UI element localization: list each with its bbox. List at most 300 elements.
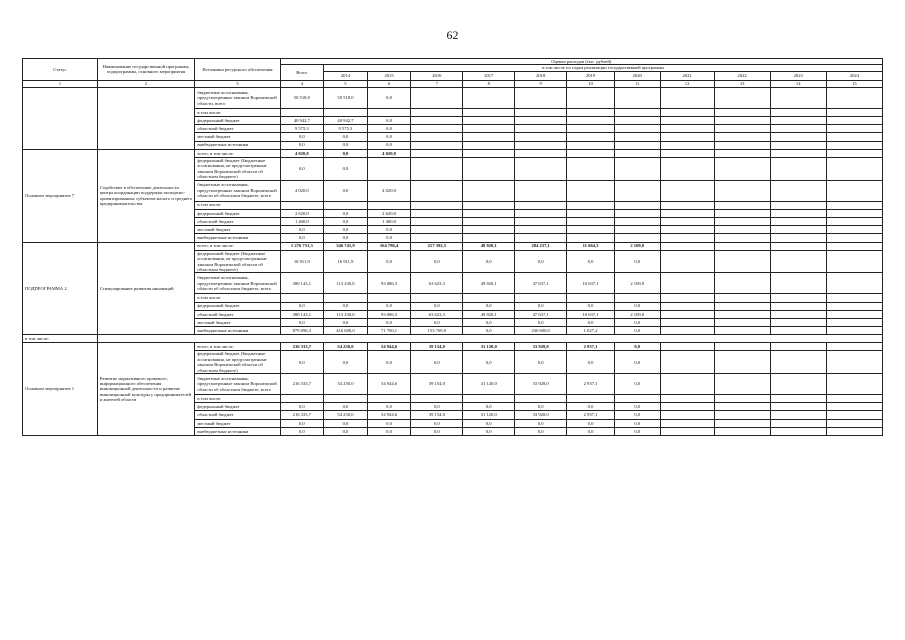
year-value — [463, 149, 515, 157]
year-value: 113 230,0 — [324, 310, 368, 318]
year-value: 0,0 — [324, 403, 368, 411]
empty-cell — [714, 273, 770, 294]
empty-cell — [660, 180, 714, 201]
funding-source: в том числе: — [195, 108, 280, 116]
total-value: 1 276 751,3 — [280, 242, 324, 250]
year-value — [567, 117, 615, 125]
column-index: 14 — [770, 80, 826, 87]
year-value — [411, 87, 463, 108]
empty-cell — [660, 242, 714, 250]
total-value: 216 333,7 — [280, 343, 324, 351]
year-value: 416 600,0 — [324, 327, 368, 335]
table-row — [23, 242, 883, 250]
year-value: 0,0 — [324, 318, 368, 326]
year-value: 2 109,0 — [614, 273, 660, 294]
header-estimate: Оценка расходов (тыс. рублей) — [280, 59, 882, 65]
empty-cell — [714, 209, 770, 217]
year-value — [367, 201, 411, 209]
header-year: 2018 — [515, 71, 567, 80]
year-value: 33 928,0 — [515, 374, 567, 395]
section-note: в том числе: — [23, 335, 98, 343]
empty-cell — [826, 343, 882, 351]
column-index: 1 — [23, 80, 98, 87]
empty-cell — [826, 403, 882, 411]
year-value: 33 928,0 — [515, 411, 567, 419]
year-value — [567, 234, 615, 242]
column-index: 10 — [567, 80, 615, 87]
year-value: 0,0 — [367, 141, 411, 149]
empty-cell — [826, 149, 882, 157]
year-value: 39 154,0 — [411, 374, 463, 395]
empty-cell — [770, 427, 826, 435]
year-value: 49 820,1 — [463, 242, 515, 250]
year-value — [411, 395, 463, 403]
empty-cell — [770, 419, 826, 427]
empty-cell — [714, 141, 770, 149]
year-value: 0,0 — [367, 351, 411, 374]
year-value: 0,0 — [324, 141, 368, 149]
year-value — [614, 149, 660, 157]
year-value — [411, 234, 463, 242]
empty-cell — [826, 302, 882, 310]
empty-cell — [826, 157, 882, 180]
total-value: 216 333,7 — [280, 411, 324, 419]
year-value — [614, 294, 660, 302]
year-value: 54 250,0 — [324, 411, 368, 419]
header-year: 2021 — [660, 71, 714, 80]
funding-source: федеральный бюджет (Бюджетные ассигнования, не предусмотренные законом Воронежской области об областном бюджете) — [195, 157, 280, 180]
empty-cell — [770, 250, 826, 273]
funding-source: внебюджетные источники — [195, 234, 280, 242]
year-value — [614, 234, 660, 242]
empty-cell — [770, 343, 826, 351]
empty-cell — [714, 242, 770, 250]
year-value: 0,0 — [367, 318, 411, 326]
year-value: 16 911,9 — [324, 250, 368, 273]
total-value: 0,0 — [280, 419, 324, 427]
year-value — [411, 180, 463, 201]
year-value: 54 944,6 — [367, 343, 411, 351]
funding-source: бюджетные ассигнования, предусмотренные законом Воронежской области об областном бюджете, всего — [195, 273, 280, 294]
empty-cell — [826, 310, 882, 318]
total-value: 40 942,7 — [280, 117, 324, 125]
year-value — [515, 209, 567, 217]
year-value — [515, 157, 567, 180]
year-value: 0,0 — [367, 87, 411, 108]
empty-cell — [660, 294, 714, 302]
year-value — [614, 141, 660, 149]
year-value — [463, 217, 515, 225]
header-year: 2015 — [367, 71, 411, 80]
funding-source: всего, в том числе: — [195, 343, 280, 351]
year-value: 0,0 — [324, 226, 368, 234]
total-value: 2 620,0 — [280, 209, 324, 217]
year-value — [515, 217, 567, 225]
year-value: 0,0 — [614, 302, 660, 310]
year-value: 9 575,3 — [324, 125, 368, 133]
year-value: 71 700,1 — [367, 327, 411, 335]
year-value: 49 820,1 — [463, 310, 515, 318]
empty-cell — [660, 157, 714, 180]
empty-cell — [770, 125, 826, 133]
total-value: 50 518,0 — [280, 87, 324, 108]
year-value: 1 027,2 — [567, 327, 615, 335]
year-value: 0,0 — [324, 149, 368, 157]
year-value: 0,0 — [324, 302, 368, 310]
year-value: 0,0 — [324, 157, 368, 180]
header-year: 2017 — [463, 71, 515, 80]
year-value — [567, 395, 615, 403]
total-value — [280, 395, 324, 403]
year-value — [411, 108, 463, 116]
year-value — [567, 157, 615, 180]
funding-source: местный бюджет — [195, 226, 280, 234]
empty-cell — [714, 117, 770, 125]
empty-cell — [660, 117, 714, 125]
funding-source: всего, в том числе: — [195, 242, 280, 250]
empty-cell — [714, 343, 770, 351]
year-value — [367, 294, 411, 302]
empty-cell — [660, 209, 714, 217]
empty-cell — [770, 234, 826, 242]
empty-cell — [714, 374, 770, 395]
year-value: 0,0 — [567, 250, 615, 273]
table-row — [23, 149, 883, 157]
year-value: 0,0 — [463, 351, 515, 374]
year-value — [515, 234, 567, 242]
year-value — [463, 226, 515, 234]
year-value — [567, 209, 615, 217]
column-index: 9 — [515, 80, 567, 87]
year-value — [567, 217, 615, 225]
year-value — [614, 125, 660, 133]
empty-cell — [714, 87, 770, 108]
empty-cell — [770, 327, 826, 335]
empty-cell — [660, 327, 714, 335]
year-value — [411, 294, 463, 302]
year-value: 4 020,0 — [367, 149, 411, 157]
year-value: 113 230,0 — [324, 273, 368, 294]
year-value — [515, 125, 567, 133]
year-value: 0,0 — [367, 133, 411, 141]
column-index: 12 — [660, 80, 714, 87]
empty-cell — [770, 273, 826, 294]
year-value: 0,0 — [567, 427, 615, 435]
empty-cell — [770, 201, 826, 209]
year-value — [614, 395, 660, 403]
year-value — [515, 108, 567, 116]
empty-cell — [826, 395, 882, 403]
empty-cell — [770, 133, 826, 141]
year-value: 0,0 — [324, 234, 368, 242]
year-value — [614, 226, 660, 234]
funding-source: федеральный бюджет — [195, 403, 280, 411]
total-value: 1 400,0 — [280, 217, 324, 225]
year-value: 0,0 — [567, 403, 615, 411]
year-value: 63 623,3 — [411, 310, 463, 318]
empty-cell — [770, 209, 826, 217]
year-value: 164 786,4 — [367, 242, 411, 250]
empty-cell — [770, 374, 826, 395]
funding-source: внебюджетные источники — [195, 327, 280, 335]
year-value — [567, 294, 615, 302]
empty-cell — [826, 141, 882, 149]
empty-cell — [826, 273, 882, 294]
year-value: 2 937,1 — [567, 411, 615, 419]
row-status — [23, 87, 98, 149]
year-value — [515, 149, 567, 157]
empty-cell — [770, 302, 826, 310]
row-title: Развитие нормативного правового, информационного обеспечения инновационной деятельности и развитие инновационной культуры у предпринимателей и жителей области — [97, 343, 195, 436]
year-value — [463, 294, 515, 302]
empty-cell — [714, 419, 770, 427]
year-value: 0,0 — [411, 403, 463, 411]
total-value: 0,0 — [280, 302, 324, 310]
year-value: 284 237,1 — [515, 242, 567, 250]
empty-cell — [660, 133, 714, 141]
year-value — [515, 141, 567, 149]
year-value — [411, 117, 463, 125]
funding-source: внебюджетные источники — [195, 427, 280, 435]
year-value — [567, 133, 615, 141]
funding-source: в том числе: — [195, 395, 280, 403]
year-value — [463, 395, 515, 403]
year-value: 0,0 — [324, 217, 368, 225]
year-value — [614, 117, 660, 125]
empty-cell — [714, 234, 770, 242]
year-value: 0,0 — [567, 302, 615, 310]
year-value — [515, 395, 567, 403]
year-value — [515, 133, 567, 141]
funding-source: областной бюджет — [195, 310, 280, 318]
year-value: 2 937,1 — [567, 343, 615, 351]
empty-cell — [714, 217, 770, 225]
total-value: 216 333,7 — [280, 374, 324, 395]
empty-cell — [714, 327, 770, 335]
column-index: 8 — [463, 80, 515, 87]
empty-cell — [770, 149, 826, 157]
row-status: ПОДПРОГРАММА 2 — [23, 242, 98, 335]
year-value — [463, 125, 515, 133]
total-value: 0,0 — [280, 427, 324, 435]
header-year: 2019 — [567, 71, 615, 80]
year-value — [324, 201, 368, 209]
column-index: 13 — [714, 80, 770, 87]
year-value — [614, 209, 660, 217]
year-value — [567, 125, 615, 133]
empty-cell — [714, 411, 770, 419]
page-number: 62 — [446, 28, 459, 42]
empty-cell — [770, 87, 826, 108]
header-by-years: в том числе по годам реализации государственной программы — [324, 65, 883, 71]
funding-source: областной бюджет — [195, 217, 280, 225]
year-value: 0,0 — [411, 250, 463, 273]
empty-cell — [714, 294, 770, 302]
empty-cell — [770, 242, 826, 250]
empty-cell — [770, 217, 826, 225]
empty-cell — [714, 318, 770, 326]
year-value: 0,0 — [567, 419, 615, 427]
year-value: 0,0 — [463, 403, 515, 411]
year-value — [411, 125, 463, 133]
column-index: 3 — [195, 80, 280, 87]
header-year: 2016 — [411, 71, 463, 80]
year-value — [515, 117, 567, 125]
table-row — [23, 335, 883, 343]
year-value: 217 392,5 — [411, 242, 463, 250]
empty-cell — [660, 302, 714, 310]
empty-cell — [714, 250, 770, 273]
empty-cell — [660, 395, 714, 403]
year-value: 0,0 — [411, 351, 463, 374]
empty-cell — [660, 310, 714, 318]
total-value: 380 143,1 — [280, 273, 324, 294]
year-value — [567, 108, 615, 116]
header-year: 2024 — [826, 71, 882, 80]
year-value — [614, 108, 660, 116]
year-value: 47 637,1 — [515, 310, 567, 318]
year-value: 0,0 — [367, 234, 411, 242]
year-value: 0,0 — [515, 419, 567, 427]
empty-cell — [714, 157, 770, 180]
year-value: 0,0 — [367, 226, 411, 234]
year-value: 10 637,1 — [567, 310, 615, 318]
year-value — [463, 157, 515, 180]
empty-cell — [826, 108, 882, 116]
funding-source: внебюджетные источники — [195, 141, 280, 149]
empty-cell — [826, 327, 882, 335]
empty-cell — [826, 374, 882, 395]
year-value — [614, 180, 660, 201]
empty-cell — [770, 310, 826, 318]
funding-source: бюджетные ассигнования, предусмотренные законом Воронежской области, всего — [195, 87, 280, 108]
year-value: 31 120,0 — [463, 374, 515, 395]
total-value: 0,0 — [280, 318, 324, 326]
year-value: 0,0 — [324, 351, 368, 374]
year-value: 0,0 — [515, 318, 567, 326]
empty-cell — [826, 180, 882, 201]
total-value: 0,0 — [280, 234, 324, 242]
empty-cell — [770, 403, 826, 411]
header-total: Всего — [280, 65, 324, 80]
total-value: 380 143,1 — [280, 310, 324, 318]
funding-source: бюджетные ассигнования, предусмотренные законом Воронежской области об областном бюджете, всего — [195, 374, 280, 395]
year-value: 0,0 — [324, 180, 368, 201]
empty-cell — [660, 403, 714, 411]
year-value: 0,0 — [367, 125, 411, 133]
year-value: 40 942,7 — [324, 117, 368, 125]
year-value: 0,0 — [367, 419, 411, 427]
total-value: 0,0 — [280, 141, 324, 149]
column-index: 5 — [324, 80, 368, 87]
year-value — [463, 234, 515, 242]
year-value — [324, 108, 368, 116]
total-value: 0,0 — [280, 403, 324, 411]
year-value: 1 400,0 — [367, 217, 411, 225]
year-value — [463, 108, 515, 116]
year-value: 153 769,0 — [411, 327, 463, 335]
year-value: 0,0 — [367, 117, 411, 125]
year-value: 54 250,0 — [324, 343, 368, 351]
empty-cell — [660, 318, 714, 326]
empty-cell — [714, 108, 770, 116]
header-name: Наименование государственной программы, подпрограммы, основного мероприятия — [97, 59, 195, 81]
year-value: 93 086,3 — [367, 273, 411, 294]
year-value: 0,0 — [614, 403, 660, 411]
year-value: 11 664,3 — [567, 242, 615, 250]
year-value — [515, 180, 567, 201]
empty-cell — [826, 133, 882, 141]
empty-cell — [714, 125, 770, 133]
year-value: 546 741,9 — [324, 242, 368, 250]
year-value — [411, 157, 463, 180]
empty-cell — [714, 201, 770, 209]
header-status: Статус — [23, 59, 98, 81]
empty-cell — [770, 157, 826, 180]
year-value — [614, 201, 660, 209]
total-value: 0,0 — [280, 133, 324, 141]
year-value: 0,0 — [367, 403, 411, 411]
year-value: 0,0 — [567, 318, 615, 326]
year-value: 2 109,0 — [614, 242, 660, 250]
empty-cell — [660, 374, 714, 395]
total-value: 879 696,3 — [280, 327, 324, 335]
funding-source: бюджетные ассигнования, предусмотренные законом Воронежской области об областном бюджете, всего — [195, 180, 280, 201]
empty-cell — [826, 250, 882, 273]
empty-cell — [714, 351, 770, 374]
empty-cell — [826, 294, 882, 302]
row-status: Основное мероприятие 1 — [23, 343, 98, 436]
empty-cell — [714, 226, 770, 234]
year-value — [411, 201, 463, 209]
empty-cell — [660, 351, 714, 374]
year-value: 0,0 — [367, 250, 411, 273]
year-value: 2 620,0 — [367, 209, 411, 217]
year-value — [515, 201, 567, 209]
empty-cell — [826, 318, 882, 326]
year-value: 39 154,0 — [411, 343, 463, 351]
empty-cell — [660, 343, 714, 351]
year-value: 0,0 — [463, 427, 515, 435]
year-value: 0,0 — [515, 250, 567, 273]
empty-cell — [660, 217, 714, 225]
year-value — [411, 133, 463, 141]
year-value: 49 820,1 — [463, 273, 515, 294]
year-value — [324, 294, 368, 302]
row-title: Стимулирование развития инноваций — [97, 242, 195, 335]
year-value: 0,0 — [463, 419, 515, 427]
year-value: 31 120,0 — [463, 343, 515, 351]
funding-source: в том числе: — [195, 201, 280, 209]
year-value — [567, 201, 615, 209]
year-value: 0,0 — [614, 250, 660, 273]
year-value — [614, 87, 660, 108]
year-value: 54 944,6 — [367, 374, 411, 395]
header-year: 2022 — [714, 71, 770, 80]
row-status: Основное мероприятие 7 — [23, 149, 98, 242]
year-value: 4 020,0 — [367, 180, 411, 201]
empty-cell — [770, 117, 826, 125]
year-value — [411, 217, 463, 225]
empty-cell — [770, 108, 826, 116]
row-title: Содействие в обеспечение деятельности центра координации поддержки экспортно-ориентированных субъектов малого и среднего предпринимательства — [97, 149, 195, 242]
empty-cell — [714, 395, 770, 403]
total-value: 16 911,9 — [280, 250, 324, 273]
column-index: 15 — [826, 80, 882, 87]
year-value — [411, 141, 463, 149]
year-value — [463, 201, 515, 209]
year-value: 0,0 — [515, 403, 567, 411]
